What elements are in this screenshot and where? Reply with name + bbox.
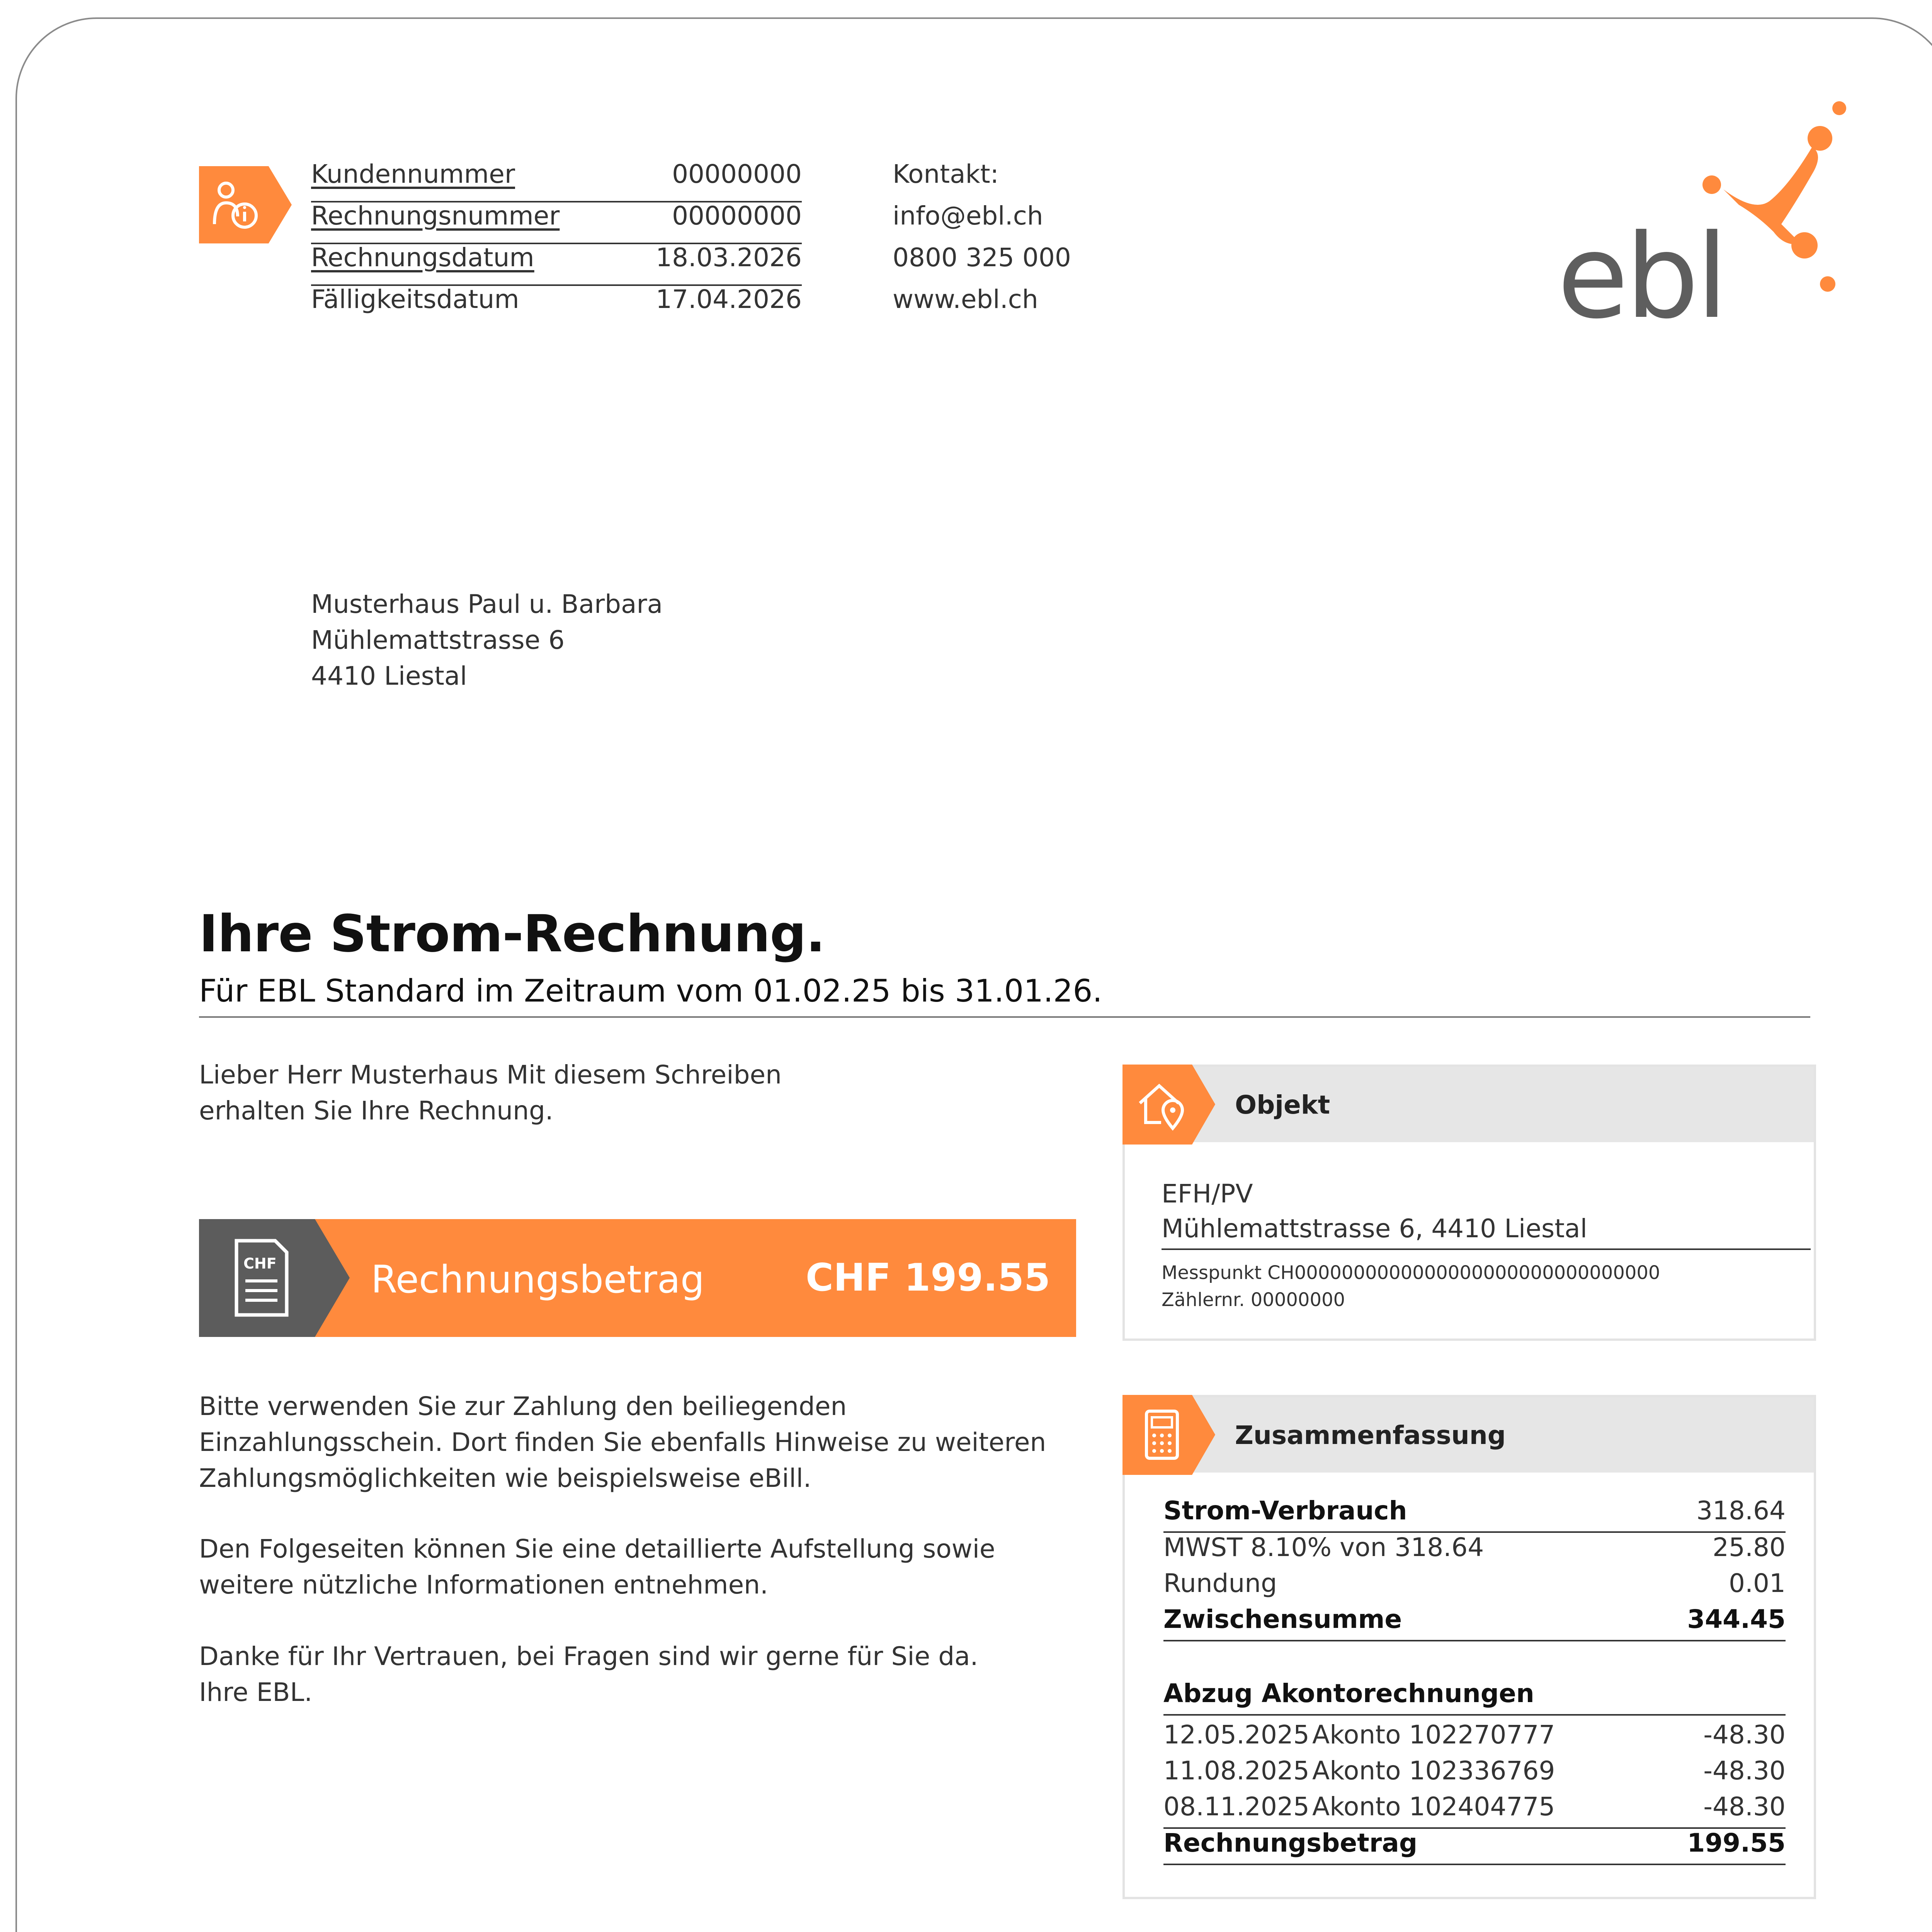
summary-label: Rundung: [1163, 1568, 1277, 1598]
address-line-1: Musterhaus Paul u. Barbara: [311, 589, 663, 619]
summary-value: 318.64: [1696, 1496, 1786, 1526]
address-line-2: Mühlemattstrasse 6: [311, 625, 565, 655]
deduction-heading: [1163, 1679, 1786, 1716]
summary-label: Zwischensumme: [1163, 1604, 1402, 1634]
deduction-desc: Akonto 102336769: [1312, 1756, 1555, 1786]
object-box-title: Objekt: [1235, 1090, 1330, 1120]
meta-label: Fälligkeitsdatum: [311, 284, 519, 314]
summary-row-vat: [1163, 1532, 1786, 1568]
deduction-value: -48.30: [1703, 1720, 1786, 1750]
summary-label: MWST 8.10% von 318.64: [1163, 1532, 1484, 1562]
summary-row-subtotal: [1163, 1604, 1786, 1641]
metering-point: Messpunkt CH0000000000000000000000000000000: [1162, 1262, 1660, 1284]
meta-label: Rechnungsnummer: [311, 201, 560, 231]
object-address: Mühlemattstrasse 6, 4410 Liestal: [1162, 1214, 1811, 1250]
meta-label: Kundennummer: [311, 159, 515, 189]
body-p2-line-1: Den Folgeseiten können Sie eine detaillierte Aufstellung sowie: [199, 1534, 995, 1564]
amount-label: Rechnungsbetrag: [371, 1258, 705, 1302]
summary-box: [1122, 1395, 1816, 1899]
summary-value: 344.45: [1687, 1604, 1786, 1634]
contact-phone[interactable]: 0800 325 000: [893, 243, 1071, 272]
customer-info-icon: [199, 166, 292, 243]
banner-arrow: [311, 1219, 350, 1337]
intro-line-2: erhalten Sie Ihre Rechnung.: [199, 1096, 553, 1126]
intro-line-1: Lieber Herr Musterhaus Mit diesem Schreiben: [199, 1060, 782, 1090]
deduction-desc: Akonto 102270777: [1312, 1720, 1555, 1750]
contact-web-link[interactable]: www.ebl.ch: [893, 284, 1038, 314]
meta-row-customer-number: [311, 159, 802, 202]
body-p2-line-2: weitere nützliche Informationen entnehmen.: [199, 1570, 768, 1600]
amount-value: CHF 199.55: [806, 1256, 1051, 1300]
meta-label: Rechnungsdatum: [311, 243, 534, 272]
meta-row-invoice-number: [311, 201, 802, 244]
contact-email-link[interactable]: info@ebl.ch: [893, 201, 1043, 231]
object-box: [1122, 1065, 1816, 1341]
address-line-3: 4410 Liestal: [311, 661, 467, 691]
deduction-row: [1163, 1720, 1786, 1755]
body-p3-line-1: Danke für Ihr Vertrauen, bei Fragen sind wir gerne für Sie da.: [199, 1641, 978, 1671]
deduction-title: Abzug Akontorechnungen: [1163, 1679, 1534, 1708]
deduction-row: [1163, 1756, 1786, 1791]
house-location-icon: [1122, 1065, 1215, 1145]
document-icon-label: CHF: [243, 1255, 277, 1272]
summary-label: Strom-Verbrauch: [1163, 1496, 1407, 1526]
summary-row-consumption: [1163, 1496, 1786, 1533]
deduction-date: 08.11.2025: [1163, 1792, 1310, 1821]
ebl-logo: [1557, 97, 1851, 328]
title-divider: [199, 1016, 1810, 1018]
meta-value: 17.04.2026: [656, 284, 802, 314]
summary-row-rounding: [1163, 1568, 1786, 1604]
body-p1-line-1: Bitte verwenden Sie zur Zahlung den beiliegenden: [199, 1391, 847, 1421]
contact-heading: Kontakt:: [893, 159, 999, 189]
deduction-value: -48.30: [1703, 1756, 1786, 1786]
meter-number: Zählernr. 00000000: [1162, 1289, 1345, 1311]
meta-value: 18.03.2026: [656, 243, 802, 272]
meta-row-invoice-date: [311, 243, 802, 286]
meta-value: 00000000: [672, 201, 802, 231]
deduction-value: -48.30: [1703, 1792, 1786, 1821]
total-value: 199.55: [1687, 1828, 1786, 1858]
body-p1-line-2: Einzahlungsschein. Dort finden Sie ebenfalls Hinweise zu weiteren: [199, 1427, 1046, 1457]
body-p1-line-3: Zahlungsmöglichkeiten wie beispielsweise eBill.: [199, 1463, 811, 1493]
calculator-icon: [1122, 1395, 1215, 1475]
object-box-header: [1125, 1067, 1814, 1142]
summary-value: 25.80: [1713, 1532, 1786, 1562]
deduction-row: [1163, 1792, 1786, 1829]
deduction-date: 12.05.2025: [1163, 1720, 1310, 1750]
deduction-desc: Akonto 102404775: [1312, 1792, 1555, 1821]
invoice-document-icon: [232, 1238, 290, 1318]
summary-box-title: Zusammenfassung: [1235, 1420, 1506, 1450]
page-subtitle: Für EBL Standard im Zeitraum vom 01.02.25 bis 31.01.26.: [199, 973, 1102, 1009]
total-label: Rechnungsbetrag: [1163, 1828, 1418, 1858]
invoice-amount-banner: [199, 1219, 1076, 1337]
summary-row-total: [1163, 1828, 1786, 1865]
summary-value: 0.01: [1729, 1568, 1786, 1598]
page-title: Ihre Strom-Rechnung.: [199, 904, 825, 964]
deduction-date: 11.08.2025: [1163, 1756, 1310, 1786]
meta-row-due-date: [311, 284, 802, 326]
object-type: EFH/PV: [1162, 1179, 1253, 1209]
meta-value: 00000000: [672, 159, 802, 189]
body-p3-line-2: Ihre EBL.: [199, 1677, 313, 1707]
logo-text: ebl: [1557, 209, 1725, 328]
